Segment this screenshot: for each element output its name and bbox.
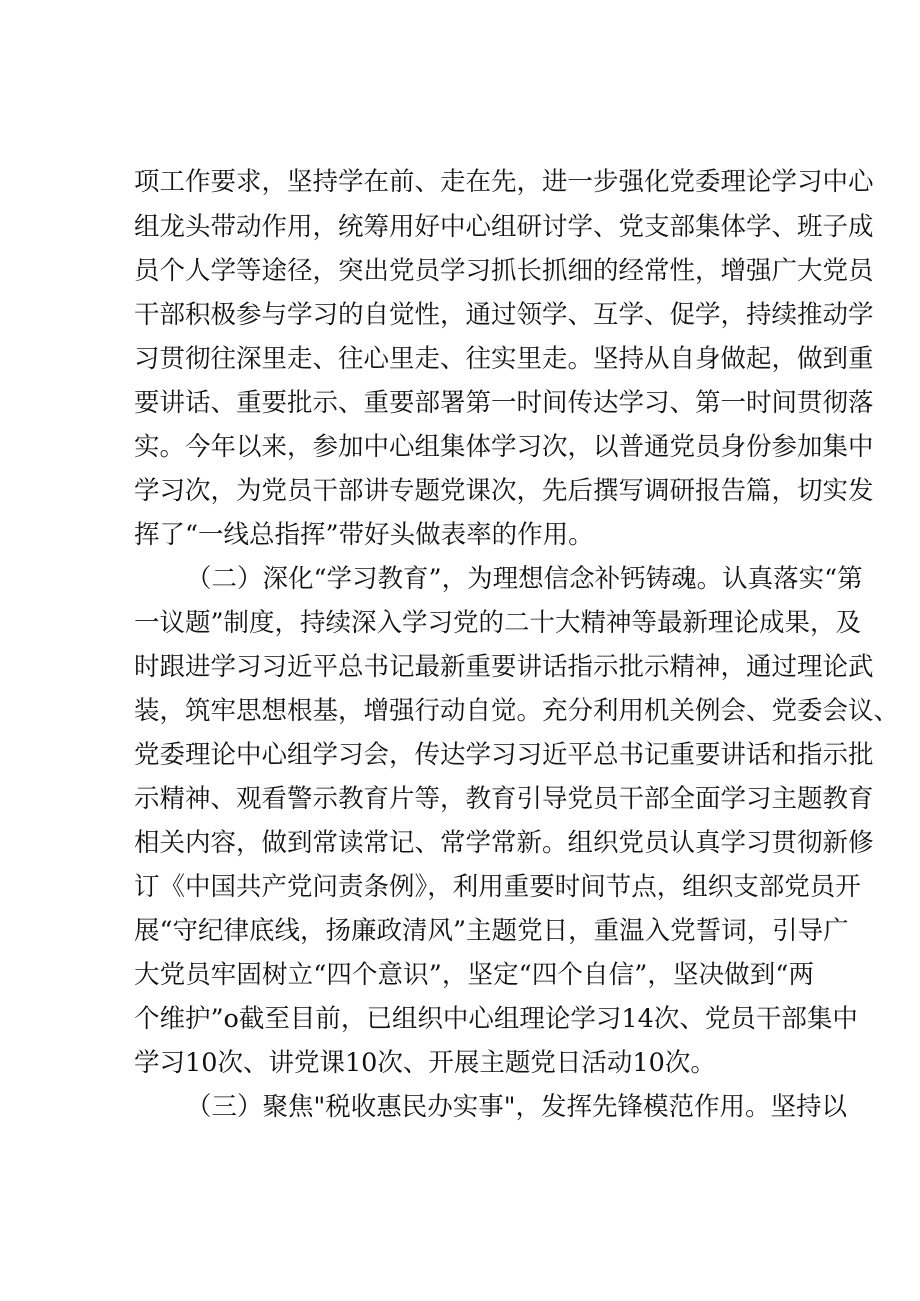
paragraph-1-line-1: 项工作要求，坚持学在前、走在先，进一步强化党委理论学习中心 <box>134 167 874 197</box>
paragraph-1-line-2: 组龙头带动作用，统筹用好中心组研讨学、党支部集体学、班子成 <box>134 212 874 242</box>
paragraph-2-line-4: 装，筑牢思想根基，增强行动自觉。充分利用机关例会、党委会议、 <box>134 696 900 726</box>
paragraph-2-line-2: 一议题”制度，持续深入学习党的二十大精神等最新理论成果，及 <box>134 608 862 638</box>
paragraph-2-line-11: 个维护”o截至目前，已组织中心组理论学习14次、党员干部集中 <box>134 1004 858 1034</box>
paragraph-2-line-3: 时跟进学习习近平总书记最新重要讲话指示批示精神，通过理论武 <box>134 652 874 682</box>
paragraph-1-line-8: 学习次，为党员干部讲专题党课次，先后撰写调研报告篇，切实发 <box>134 476 874 506</box>
paragraph-1-line-9: 挥了“一线总指挥”带好头做表率的作用。 <box>134 520 594 550</box>
paragraph-1-line-4: 干部积极参与学习的自觉性，通过领学、互学、促学，持续推动学 <box>134 300 874 330</box>
paragraph-2-line-6: 示精神、观看警示教育片等，教育引导党员干部全面学习主题教育 <box>134 784 874 814</box>
paragraph-2-line-7: 相关内容，做到常读常记、常学常新。组织党员认真学习贯彻新修 <box>134 828 874 858</box>
paragraph-1-line-7: 实。今年以来，参加中心组集体学习次，以普通党员身份参加集中 <box>134 432 874 462</box>
paragraph-2-line-12: 学习10次、讲党课10次、开展主题党日活动10次。 <box>134 1048 716 1078</box>
paragraph-1-line-6: 要讲话、重要批示、重要部署第一时间传达学习、第一时间贯彻落 <box>134 388 874 418</box>
section-2-heading-line: （二）深化“学习教育”，为理想信念补钙铸魂。认真落实“第 <box>186 564 863 594</box>
paragraph-2-line-5: 党委理论中心组学习会，传达学习习近平总书记重要讲话和指示批 <box>134 740 874 770</box>
paragraph-2-line-9: 展“守纪律底线，扬廉政清风”主题党日，重温入党誓词，引导广 <box>134 916 849 946</box>
paragraph-2-line-8: 订《中国共产党问责条例》，利用重要时间节点，组织支部党员开 <box>134 872 861 902</box>
paragraph-1-line-3: 员个人学等途径，突出党员学习抓长抓细的经常性，增强广大党员 <box>134 256 874 286</box>
paragraph-2-line-10: 大党员牢固树立“四个意识”，坚定“四个自信”，坚决做到“两 <box>134 960 814 990</box>
section-3-heading-line: （三）聚焦"税收惠民办实事"，发挥先锋模范作用。坚持以 <box>186 1092 847 1122</box>
paragraph-1-line-5: 习贯彻往深里走、往心里走、往实里走。坚持从自身做起，做到重 <box>134 344 874 374</box>
